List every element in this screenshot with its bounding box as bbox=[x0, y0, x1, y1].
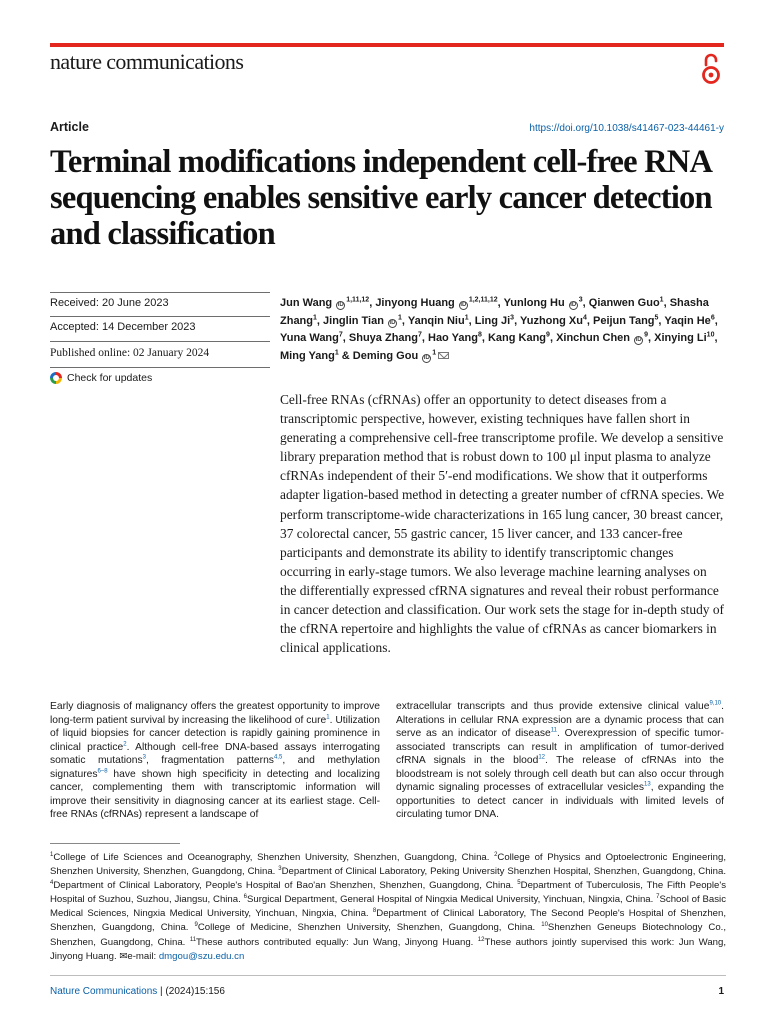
author-affiliation-sup: 9 bbox=[644, 331, 648, 339]
author-affiliation-sup: 3 bbox=[510, 313, 515, 321]
email-label: e-mail: bbox=[127, 950, 159, 962]
author-affiliation-sup: 7 bbox=[417, 331, 422, 339]
check-for-updates-label: Check for updates bbox=[67, 372, 153, 384]
divider bbox=[50, 316, 270, 317]
author-affiliation-sup: 5 bbox=[654, 313, 659, 321]
affiliation-number: 2 bbox=[494, 851, 498, 858]
author-name[interactable]: Yuna Wang bbox=[280, 332, 339, 345]
affiliation-number: 7 bbox=[656, 894, 660, 901]
author-affiliation-sup: 1 bbox=[398, 313, 402, 321]
author-name[interactable]: Hao Yang bbox=[428, 332, 478, 345]
article-type: Article bbox=[50, 120, 89, 134]
divider bbox=[50, 292, 270, 293]
divider bbox=[50, 367, 270, 368]
affiliation-number: 6 bbox=[243, 894, 247, 901]
body-text-column-1: Early diagnosis of malignancy offers the greatest opportunity to improve long-term patient survival by increasing the likelihood of cure$^1$. Utilization of liquid biopsies for cancer detection is rapidly gaining prominence in clinical practice$^2$. Although cell-free DNA-based assays interrogating somatic mutations$^3$, fragmentation patterns$^{4,5}$, and methylation signatures$^{6-8}$ have shown high specificity in detecting and localizing cancer, complementing them with transcriptomic information will improve their sensitivity in diagnosing cancer at its earliest stage. Cell-free RNAs (cfRNAs) represent a landscape of bbox=[50, 701, 380, 820]
author-affiliation-sup: 1,11,12 bbox=[346, 296, 370, 304]
article-title: Terminal modifications independent cell-free RNA sequencing enables sensitive early cancer detection and classification bbox=[50, 144, 712, 252]
author-name[interactable]: Qianwen Guo bbox=[588, 297, 660, 309]
author-name[interactable]: Kang Kang bbox=[487, 332, 547, 345]
author-affiliation-sup: 10 bbox=[706, 331, 715, 339]
reference-citation[interactable]: 3 bbox=[142, 754, 146, 761]
affiliation-number: 12 bbox=[477, 936, 485, 943]
affiliation-number: 5 bbox=[517, 880, 521, 886]
affiliations: $^1$College of Life Sciences and Oceanography, Shenzhen University, Shenzhen, Guangdong, China. $^2$College of Physics and Optoelectronic Engineering, Shenzhen University, Shenzhen, Guangdong, China. $^3$Department of Clinical Laboratory, Peking University Shenzhen Hospital, Shenzhen, Guangdong, China. $^4$Department of Clinical Laboratory, People's Hospital of Bao'an Shenzhen, Shenzhen, Guangdong, China. $^5$Department of Tuberculosis, The Fifth People's Hospital of Suzhou, Suzhou, Jiangsu, China. $^6$Surgical Department, General Hospital of Ningxia Medical University, Yinchuan, Ningxia, China. $^7$School of Basic Medical Sciences, Ningxia Medical University, Yinchuan, Ningxia, China. $^8$Department of Clinical Laboratory, The Second People's Hospital of Shenzhen, Shenzhen, Guangdong, China. $^9$College of Medicine, Shenzhen University, Shenzhen, Guangdong, China. $^{10}$Shenzhen Geneups Biotechnology Co., Shenzhen, Guangdong, China. $^{11}$These authors contributed equally: Jun Wang, Jinyong Huang. $^{12}$These authors jointly supervised this work: Jun Wang, Jinyong Huang. ✉e-mail: dmgou@szu.edu.cn bbox=[50, 851, 726, 962]
affiliation-number: 4 bbox=[50, 880, 54, 886]
affiliation-number: 8 bbox=[372, 908, 377, 915]
author-name[interactable]: Ling Ji bbox=[474, 314, 511, 327]
reference-citation[interactable]: 12 bbox=[538, 754, 546, 761]
mail-icon[interactable] bbox=[438, 352, 449, 359]
divider bbox=[50, 341, 270, 342]
author-name[interactable]: Deming Gou bbox=[352, 349, 419, 362]
author-name[interactable]: Xinying Li bbox=[654, 332, 707, 345]
orcid-icon[interactable]: iD bbox=[570, 302, 577, 308]
author-name[interactable]: Peijun Tang bbox=[592, 314, 655, 327]
reference-citation[interactable]: 1 bbox=[326, 714, 330, 721]
orcid-icon[interactable]: iD bbox=[635, 337, 642, 344]
author-affiliation-sup: 1 bbox=[432, 349, 437, 357]
author-affiliation-sup: 1 bbox=[334, 349, 339, 357]
reference-citation[interactable]: 6–8 bbox=[97, 768, 108, 775]
affiliation-number: 11 bbox=[189, 936, 197, 943]
received-date: Received: 20 June 2023 bbox=[50, 297, 169, 309]
reference-citation[interactable]: 9,10 bbox=[709, 700, 722, 707]
author-name[interactable]: Shasha Zhang bbox=[280, 297, 709, 327]
author-affiliation-sup: 9 bbox=[546, 331, 550, 339]
affiliation-number: 10 bbox=[541, 922, 548, 929]
reference-citation[interactable]: 13 bbox=[644, 781, 651, 788]
author-name[interactable]: Jun Wang bbox=[280, 297, 333, 309]
orcid-icon[interactable]: iD bbox=[337, 302, 344, 308]
open-access-icon bbox=[700, 52, 722, 86]
reference-citation[interactable]: 2 bbox=[123, 741, 127, 748]
footer-divider bbox=[50, 975, 726, 976]
author-name[interactable]: Yaqin He bbox=[664, 314, 711, 327]
author-name[interactable]: Jinglin Tian bbox=[323, 314, 384, 327]
author-name[interactable]: Shuya Zhang bbox=[348, 332, 418, 345]
author-affiliation-sup: 1 bbox=[659, 296, 664, 304]
reference-citation[interactable]: 11 bbox=[550, 727, 557, 734]
orcid-icon[interactable]: iD bbox=[460, 302, 467, 308]
author-affiliation-sup: 7 bbox=[338, 331, 343, 339]
footer-journal-link[interactable]: Nature Communications bbox=[50, 986, 158, 997]
author-name[interactable]: Ming Yang bbox=[280, 349, 335, 362]
author-name[interactable]: Yunlong Hu bbox=[503, 297, 565, 309]
orcid-icon[interactable]: iD bbox=[389, 319, 396, 326]
author-affiliation-sup: 8 bbox=[477, 331, 482, 339]
journal-accent-bar bbox=[50, 43, 724, 47]
author-name[interactable]: Yuzhong Xu bbox=[520, 314, 583, 327]
affiliations-divider bbox=[50, 843, 180, 844]
crossmark-icon bbox=[50, 372, 62, 384]
email-link[interactable]: dmgou@szu.edu.cn bbox=[158, 950, 245, 962]
page-number: 1 bbox=[718, 986, 724, 997]
author-affiliation-sup: 3 bbox=[578, 296, 583, 304]
author-name[interactable]: Jinyong Huang bbox=[375, 297, 455, 309]
journal-name: nature communications bbox=[50, 49, 244, 74]
footer-citation bbox=[50, 986, 225, 997]
author-affiliation-sup: 1,2,11,12 bbox=[468, 296, 498, 304]
author-affiliation-sup: 1 bbox=[313, 313, 317, 321]
doi-link[interactable]: https://doi.org/10.1038/s41467-023-44461-y bbox=[529, 123, 724, 134]
author-affiliation-sup: 6 bbox=[710, 313, 715, 321]
reference-citation[interactable]: 4,5 bbox=[273, 754, 283, 761]
accepted-date: Accepted: 14 December 2023 bbox=[50, 321, 196, 333]
check-for-updates-button[interactable] bbox=[50, 372, 152, 384]
author-name[interactable]: Xinchun Chen bbox=[556, 332, 631, 345]
abstract: Cell-free RNAs (cfRNAs) offer an opportunity to detect diseases from a transcriptomic perspective, however, existing techniques have fallen short in generating a comprehensive cell-free transcriptome profile. We develop a sensitive library preparation method that is robust down to 100 μl input plasma to analyze cfRNAs independent of their 5′-end modifications. We show that it outperforms adapter ligation-based method in detecting a greater number of cfRNA species. We perform transcriptome-wide characterizations in 165 lung cancer, 30 breast cancer, 37 colorectal cancer, 55 gastric cancer, 15 liver cancer, and 133 cancer-free participants and demonstrate its ability to identify transcriptomic changes occurring in early-stage tumors. We also leverage machine learning analyses on the differentially expressed cfRNA signatures and reveal their robust performance in cancer detection and classification. Our work sets the stage for in-depth study of the cfRNA repertoire and highlights the value of cfRNAs as cancer biomarkers in clinical applications. bbox=[280, 392, 725, 656]
affiliation-number: 1 bbox=[50, 851, 54, 858]
affiliation-number: 3 bbox=[278, 865, 282, 872]
author-affiliation-sup: 1 bbox=[464, 313, 469, 321]
author-affiliation-sup: 4 bbox=[582, 313, 587, 321]
author-list: Jun Wang iD$^{1,11,12}$, Jinyong Huang iD$^{1,2,11,12}$, Yunlong Hu $iD^3$, Qianwen Guo$^1$, Shasha Zhang$^1$, Jinglin Tian $iD^1$, Yanqin Niu$^1$, Ling Ji$^3$, Yuzhong Xu$^4$, Peijun Tang$^5$, Yaqin He$^6$, Yuna Wang$^7$, Shuya Zhang$^7$, Hao Yang$^8$, Kang Kang$^9$, Xinchun Chen $iD^9$, Xinying Li$^{10}$, Ming Yang$^1$ & Deming Gou $iD^1$ bbox=[280, 296, 718, 362]
orcid-icon[interactable]: iD bbox=[423, 354, 430, 361]
author-name[interactable]: Yanqin Niu bbox=[407, 314, 465, 327]
footer-volume: | (2024)15:156 bbox=[160, 986, 225, 997]
body-text-column-2: extracellular transcripts and thus provide extensive clinical value$^{9,10}$. Alterations in cellular RNA expression are a dynamic process that can serve as an indicator of disease$^{11}$. Overexpression of specific tumor-associated transcripts can result in amplification of tumor-derived cfRNA signals in the blood$^{12}$. The release of cfRNAs into the bloodstream is not solely through cell death but can also occur through dynamic signaling processes of extracellular vesicles$^{13}$, expanding the opportunities to detect cancer in individuals with limited levels of circulating tumor DNA. bbox=[396, 700, 724, 820]
affiliation-number: 9 bbox=[194, 922, 198, 929]
published-date: Published online: 02 January 2024 bbox=[50, 347, 210, 359]
